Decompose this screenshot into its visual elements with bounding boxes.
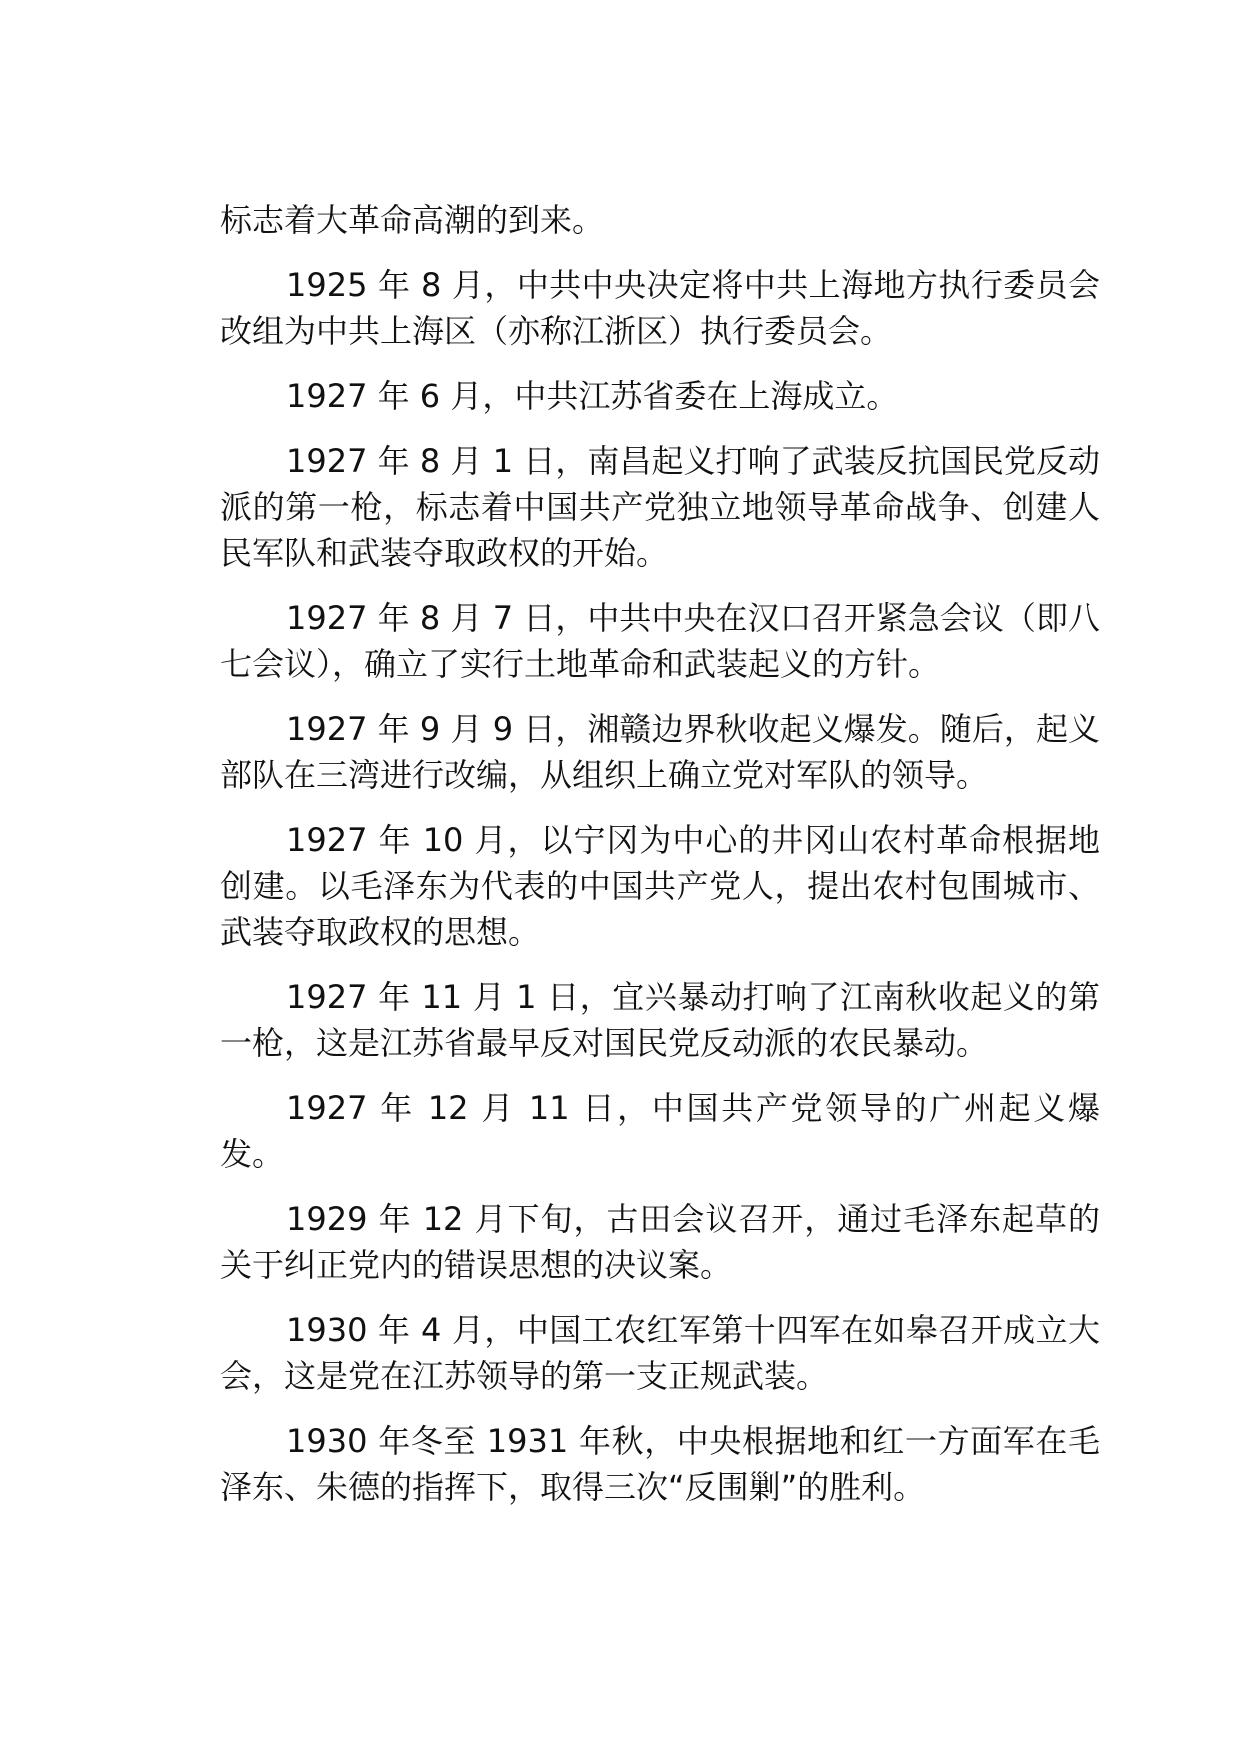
paragraph-1930-winter: 1930 年冬至 1931 年秋，中央根据地和红一方面军在毛泽东、朱德的指挥下，取得三次“反围剿”的胜利。 — [220, 1422, 1100, 1506]
paragraph-1927-09-09: 1927 年 9 月 9 日，湘赣边界秋收起义爆发。随后，起义部队在三湾进行改编，从组织上确立党对军队的领导。 — [220, 710, 1100, 794]
paragraph-1925-08: 1925 年 8 月，中共中央决定将中共上海地方执行委员会改组为中共上海区（亦称江浙区）执行委员会。 — [220, 266, 1100, 350]
paragraph-1927-12-11: 1927 年 12 月 11 日，中国共产党领导的广州起义爆发。 — [220, 1089, 1100, 1173]
paragraph-1927-08-01: 1927 年 8 月 1 日，南昌起义打响了武装反抗国民党反动派的第一枪，标志着中国共产党独立地领导革命战争、创建人民军队和武装夺取政权的开始。 — [220, 442, 1100, 572]
paragraph-1927-06: 1927 年 6 月，中共江苏省委在上海成立。 — [286, 377, 899, 415]
paragraph-1929-12: 1929 年 12 月下旬，古田会议召开，通过毛泽东起草的关于纠正党内的错误思想的决议案。 — [220, 1200, 1100, 1284]
paragraph-1927-11-01: 1927 年 11 月 1 日，宜兴暴动打响了江南秋收起义的第一枪，这是江苏省最早反对国民党反动派的农民暴动。 — [220, 978, 1100, 1062]
document-body — [220, 197, 1100, 1529]
paragraph-continuation: 标志着大革命高潮的到来。 — [220, 201, 605, 239]
paragraph-1927-08-07: 1927 年 8 月 7 日，中共中央在汉口召开紧急会议（即八七会议），确立了实行土地革命和武装起义的方针。 — [220, 599, 1100, 683]
paragraph-1927-10: 1927 年 10 月，以宁冈为中心的井冈山农村革命根据地创建。以毛泽东为代表的中国共产党人，提出农村包围城市、武装夺取政权的思想。 — [220, 821, 1100, 951]
paragraph-1930-04: 1930 年 4 月，中国工农红军第十四军在如皋召开成立大会，这是党在江苏领导的第一支正规武装。 — [220, 1311, 1100, 1395]
